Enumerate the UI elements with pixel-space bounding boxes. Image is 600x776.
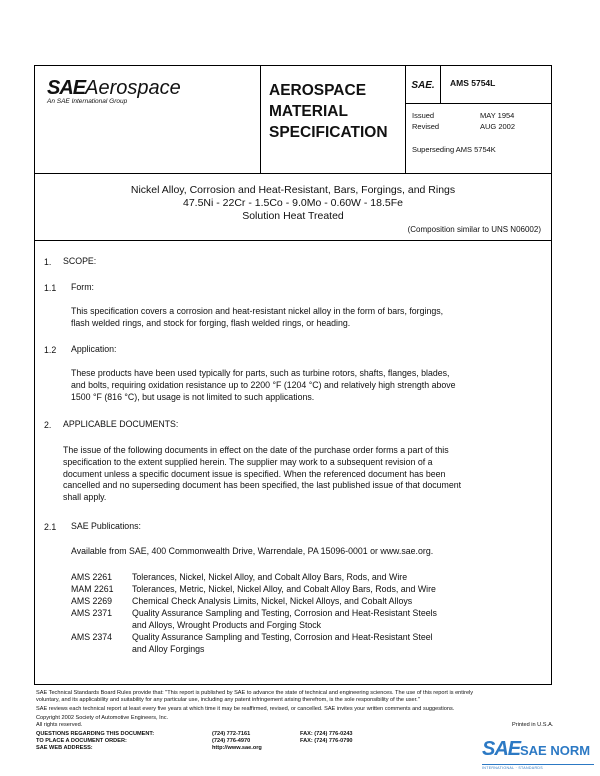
footer-rules-line-2: voluntary, and its applicability and suitability for any particular use, including any patent infringement arising therefrom, is the sole responsibility of the user.": [36, 697, 420, 703]
reference-title: Quality Assurance Sampling and Testing, Corrosion and Heat-Resistant Steel and Alloy Forgings: [132, 632, 433, 654]
footer-web-url: http://www.sae.org: [212, 745, 262, 751]
section-1-2-number: 1.2: [44, 345, 57, 355]
sae-norm-text: SAE NORM: [520, 743, 591, 758]
section-2-number: 2.: [44, 420, 52, 430]
document-title-block: [35, 173, 551, 241]
sae-norm-mark: SAE: [482, 738, 521, 760]
reference-title: Quality Assurance Sampling and Testing, Corrosion and Heat-Resistant Steels and Alloys, Wrought Products and Forging Stock: [132, 608, 437, 630]
section-1-2-title: Application:: [71, 344, 117, 354]
reference-title: Tolerances, Metric, Nickel, Nickel Alloy, and Cobalt Alloy Bars, Rods, and Wire: [132, 584, 436, 594]
footer-copyright: Copyright 2002 Society of Automotive Engineers, Inc.: [36, 715, 169, 721]
footer-printed: Printed in U.S.A.: [512, 722, 554, 728]
footer-rights: All rights reserved.: [36, 722, 83, 728]
section-1-2-paragraph: These products have been used typically for parts, such as turbine rotors, shafts, flanges, blades, and bolts, requiring oxidation resistance up to 2200 °F (1204 °C) and relatively high strength above 1500 °F (816 °C), but usage is not limited to such applications.: [71, 368, 456, 402]
reference-code: MAM 2261: [71, 584, 114, 594]
footer-rules-line-1: SAE Technical Standards Board Rules provide that: "This report is published by SAE to advance the state of technical and engineering sciences. The use of this report is entirely: [36, 690, 474, 696]
section-2-paragraph: The issue of the following documents in effect on the date of the purchase order forms a part of this specification to the extent supplied herein. The supplier may work to a subsequent revision of a document unless a specific document issue is specified. When the referenced document has been cancelled and no superseding document has been specified, the last published issue of that document shall apply.: [63, 445, 462, 503]
revised-label: Revised: [412, 122, 440, 131]
sae-norm-logo: [482, 738, 594, 772]
footer-web-label: SAE WEB ADDRESS:: [36, 745, 93, 751]
document-type-title: AEROSPACE MATERIAL SPECIFICATION: [269, 82, 388, 141]
title-line-3: Solution Heat Treated: [242, 210, 344, 222]
reference-code: AMS 2371: [71, 608, 113, 618]
footer-order-label: TO PLACE A DOCUMENT ORDER:: [36, 738, 127, 744]
header-meta-cell: [406, 66, 551, 173]
section-2-title: APPLICABLE DOCUMENTS:: [63, 419, 179, 429]
composition-note: (Composition similar to UNS N06002): [407, 225, 541, 234]
reference-title: Chemical Check Analysis Limits, Nickel, Nickel Alloys, and Cobalt Alloys: [132, 596, 413, 606]
superseding-note: Superseding AMS 5754K: [412, 145, 496, 154]
title-line-2: 47.5Ni - 22Cr - 1.5Co - 9.0Mo - 0.60W - 18.5Fe: [182, 197, 403, 209]
sae-norm-rule: [482, 764, 594, 765]
header-title-cell: [261, 66, 406, 173]
logo-tagline: An SAE International Group: [47, 98, 128, 105]
footer-questions-fax: FAX: (724) 776-0243: [300, 731, 353, 737]
reference-code: AMS 2269: [71, 596, 113, 606]
revised-date: AUG 2002: [480, 122, 516, 131]
document-page: [34, 65, 552, 685]
header-logo-cell: [35, 66, 261, 173]
title-line-1: Nickel Alloy, Corrosion and Heat-Resistant, Bars, Forgings, and Rings: [130, 184, 456, 196]
sae-mark-logo: SAE.: [406, 66, 441, 104]
section-1-1-paragraph: This specification covers a corrosion and heat-resistant nickel alloy in the form of bars, forgings, flash welded rings, and stock for forging, flash welded rings, or heading.: [71, 306, 444, 328]
reference-code: AMS 2374: [71, 632, 113, 642]
section-1-number: 1.: [44, 257, 52, 267]
footer-review-line: SAE reviews each technical report at least every five years at which time it may be reaffirmed, revised, or cancelled. SAE invites your written comments and suggestions.: [36, 706, 455, 712]
reference-code: AMS 2261: [71, 572, 113, 582]
ams-number: AMS 5754L: [450, 78, 496, 88]
sae-norm-subtext: INTERNATIONAL · STANDARDS: [482, 766, 543, 770]
footer-order-tel: (724) 776-4970: [212, 738, 251, 744]
section-2-1-availability: Available from SAE, 400 Commonwealth Drive, Warrendale, PA 15096-0001 or www.sae.org.: [71, 546, 434, 556]
sae-aerospace-logo: SAEAerospace: [47, 77, 181, 99]
issued-label: Issued: [412, 111, 435, 120]
section-1-1-title: Form:: [71, 282, 94, 292]
section-1-title: SCOPE:: [63, 256, 97, 266]
section-1-1-number: 1.1: [44, 283, 57, 293]
section-2-1-number: 2.1: [44, 522, 57, 532]
section-2-1-title: SAE Publications:: [71, 521, 141, 531]
footer-order-fax: FAX: (724) 776-0790: [300, 738, 353, 744]
issued-date: MAY 1954: [480, 111, 515, 120]
footer-questions-tel: (724) 772-7161: [212, 731, 251, 737]
footer-questions-label: QUESTIONS REGARDING THIS DOCUMENT:: [36, 731, 155, 737]
reference-title: Tolerances, Nickel, Nickel Alloy, and Cobalt Alloy Bars, Rods, and Wire: [132, 572, 408, 582]
